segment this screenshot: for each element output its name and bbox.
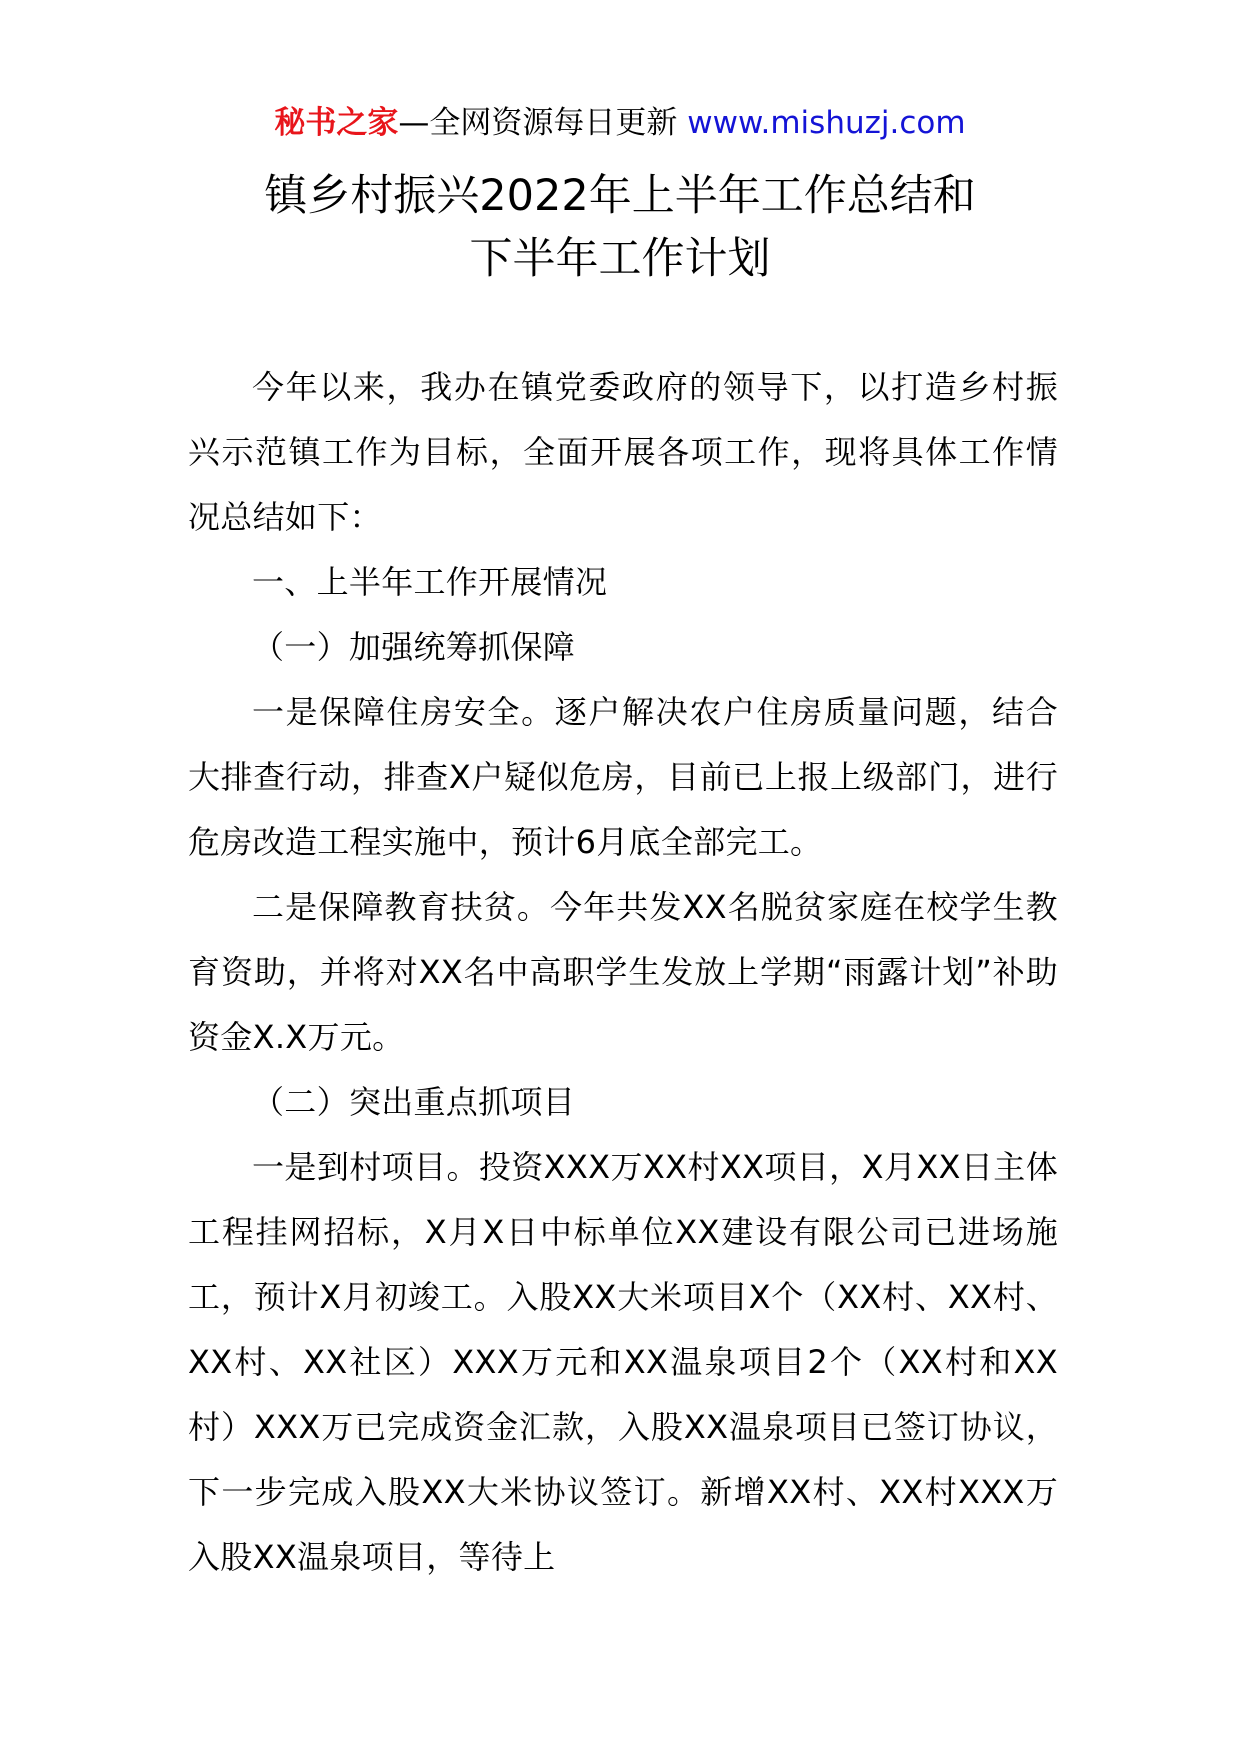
paragraph-intro: 今年以来，我办在镇党委政府的领导下，以打造乡村振兴示范镇工作为目标，全面开展各项工作，现将具体工作情况总结如下： (188, 368, 1058, 536)
website-link[interactable]: www.mishuzj.com (687, 105, 966, 141)
section-heading-1: 一、上半年工作开展情况 (252, 563, 608, 601)
title-line-1: 镇乡村振兴2022年上半年工作总结和 (264, 171, 976, 221)
document-body (188, 355, 1058, 1590)
paragraph-projects: 一是到村项目。投资XXX万XX村XX项目，X月XX日主体工程挂网招标，X月X日中标单位XX建设有限公司已进场施工，预计X月初竣工。入股XX大米项目X个（XX村、XX村、XX村、XX社区）XXX万元和XX温泉项目2个（XX村和XX村）XXX万已完成资金汇款，入股XX温泉项目已签订协议，下一步完成入股XX大米协议签订。新增XX村、XX村XXX万入股XX温泉项目，等待上 (188, 1148, 1058, 1576)
banner-slogan: —全网资源每日更新 (398, 105, 678, 141)
header-banner (0, 100, 1240, 146)
paragraph-education: 二是保障教育扶贫。今年共发XX名脱贫家庭在校学生教育资助，并将对XX名中高职学生发放上学期“雨露计划”补助资金X.X万元。 (188, 888, 1058, 1056)
brand-name: 秘书之家 (274, 105, 399, 141)
subsection-heading-2: （二）突出重点抓项目 (252, 1083, 576, 1121)
document-title (0, 165, 1240, 291)
subsection-heading-1: （一）加强统筹抓保障 (252, 628, 576, 666)
paragraph-housing: 一是保障住房安全。逐户解决农户住房质量问题，结合大排查行动，排查X户疑似危房，目前已上报上级部门，进行危房改造工程实施中，预计6月底全部完工。 (188, 693, 1058, 861)
title-line-2: 下半年工作计划 (469, 234, 771, 284)
